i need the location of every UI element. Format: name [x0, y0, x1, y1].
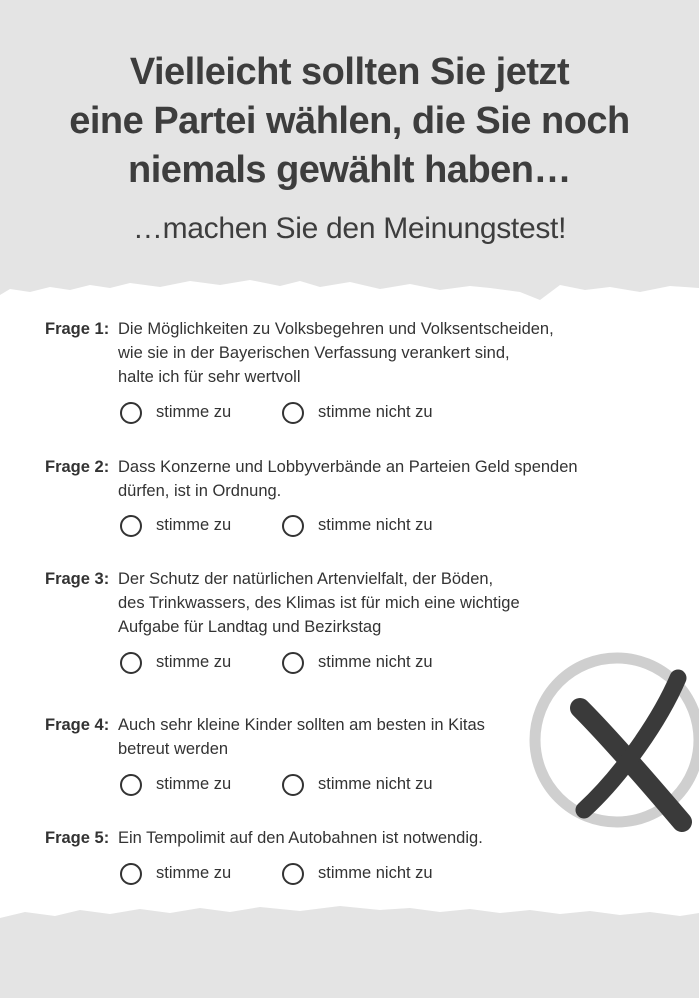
- radio-circle-icon[interactable]: [120, 515, 142, 537]
- question-text: [118, 455, 618, 503]
- radio-circle-icon[interactable]: [282, 863, 304, 885]
- option-label: stimme zu: [156, 516, 232, 534]
- question-text-line: Der Schutz der natürlichen Artenvielfalt, der Böden,: [118, 570, 494, 588]
- option-label: stimme nicht zu: [318, 775, 433, 793]
- option-label: stimme nicht zu: [318, 403, 433, 421]
- radio-circle-icon[interactable]: [282, 515, 304, 537]
- radio-circle-icon[interactable]: [120, 774, 142, 796]
- headline-line: niemals gewählt haben…: [128, 149, 571, 191]
- question-text: [118, 567, 618, 639]
- option-label: stimme zu: [156, 775, 232, 793]
- question-label: Frage 5:: [45, 829, 110, 847]
- question-text-line: des Trinkwassers, des Klimas ist für mich eine wichtige: [118, 594, 520, 612]
- question-text-line: betreut werden: [118, 740, 229, 758]
- question-label: Frage 2:: [45, 458, 110, 476]
- question-label: Frage 1:: [45, 320, 110, 338]
- ballot-cross-icon: [522, 640, 699, 835]
- option-label: stimme zu: [156, 653, 232, 671]
- headline: [0, 48, 699, 195]
- radio-circle-icon[interactable]: [282, 774, 304, 796]
- headline-line: Vielleicht sollten Sie jetzt: [129, 51, 570, 93]
- subline: …machen Sie den Meinungstest!: [132, 212, 567, 245]
- radio-circle-icon[interactable]: [282, 402, 304, 424]
- bottom-torn-band: [0, 900, 699, 998]
- question-text-line: dürfen, ist in Ordnung.: [118, 482, 282, 500]
- radio-circle-icon[interactable]: [282, 652, 304, 674]
- question-text-line: Dass Konzerne und Lobbyverbände an Parteien Geld spenden: [118, 458, 578, 476]
- question-text: [118, 317, 618, 389]
- question-label: Frage 3:: [45, 570, 110, 588]
- question-text-line: Die Möglichkeiten zu Volksbegehren und Volksentscheiden,: [118, 320, 554, 338]
- option-label: stimme nicht zu: [318, 516, 433, 534]
- headline-line: eine Partei wählen, die Sie noch: [69, 100, 630, 142]
- question-label: Frage 4:: [45, 716, 110, 734]
- question-text-line: Auch sehr kleine Kinder sollten am besten in Kitas: [118, 716, 485, 734]
- question-text-line: halte ich für sehr wertvoll: [118, 368, 301, 386]
- question-text-line: Ein Tempolimit auf den Autobahnen ist notwendig.: [118, 829, 483, 847]
- radio-circle-icon[interactable]: [120, 402, 142, 424]
- option-label: stimme nicht zu: [318, 653, 433, 671]
- radio-circle-icon[interactable]: [120, 863, 142, 885]
- radio-circle-icon[interactable]: [120, 652, 142, 674]
- question-text-line: Aufgabe für Landtag und Bezirkstag: [118, 618, 382, 636]
- option-label: stimme zu: [156, 403, 232, 421]
- option-label: stimme zu: [156, 864, 232, 882]
- question-text-line: wie sie in der Bayerischen Verfassung verankert sind,: [118, 344, 510, 362]
- option-label: stimme nicht zu: [318, 864, 433, 882]
